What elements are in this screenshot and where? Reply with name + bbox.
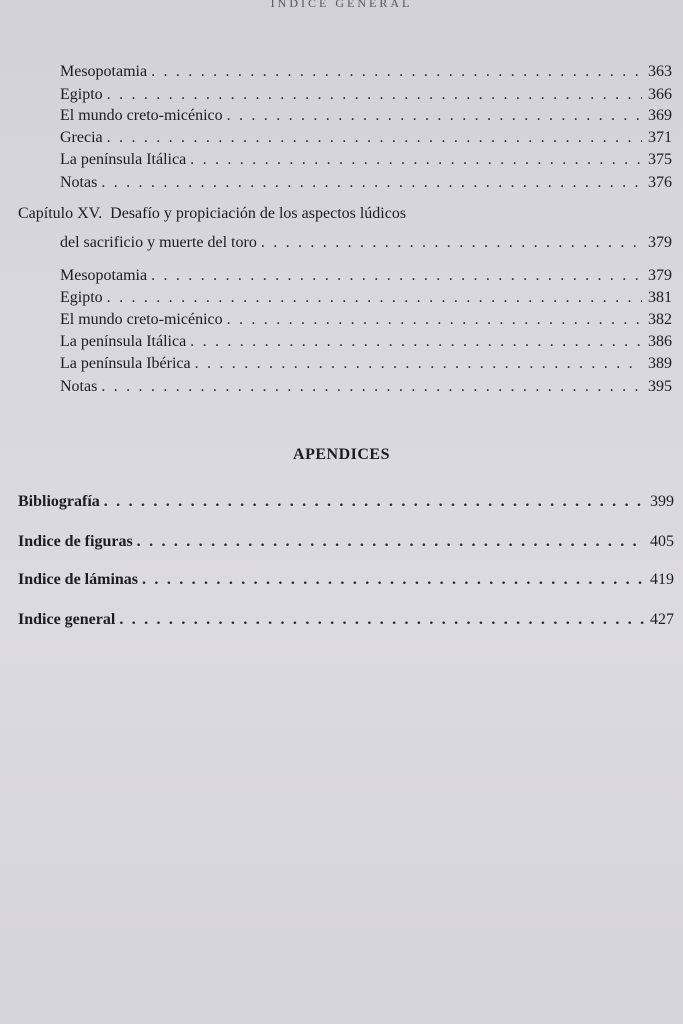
entry-page: 376 — [648, 174, 672, 191]
entry-page: 399 — [650, 493, 674, 510]
leader-dots — [227, 108, 642, 124]
entry-label: El mundo creto-micénico — [60, 107, 223, 124]
toc-entry — [60, 175, 672, 191]
entry-label: Notas — [60, 174, 98, 191]
leader-dots — [107, 290, 642, 306]
leader-dots — [137, 534, 644, 550]
entry-label: Egipto — [60, 289, 103, 306]
appendices-title: APENDICES — [293, 446, 390, 463]
appendix-entry — [18, 572, 674, 588]
entry-page: 427 — [650, 611, 674, 628]
entry-page: 381 — [648, 289, 672, 306]
entry-label: Mesopotamia — [60, 63, 148, 80]
entry-label: Mesopotamia — [60, 267, 148, 284]
toc-entry — [60, 290, 672, 306]
toc-entry — [60, 312, 672, 328]
toc-entry — [60, 64, 672, 80]
running-head: INDICE GENERAL — [270, 0, 413, 10]
leader-dots — [142, 572, 644, 588]
leader-dots — [195, 356, 642, 372]
entry-page: 395 — [648, 378, 672, 395]
entry-label: La península Ibérica — [60, 355, 191, 372]
entry-page: 369 — [648, 107, 672, 124]
entry-label: Indice general — [18, 611, 116, 628]
toc-entry — [60, 87, 672, 103]
chapter-title-line — [60, 235, 672, 251]
toc-entry — [60, 356, 672, 372]
leader-dots — [151, 64, 642, 80]
entry-label: Indice de láminas — [18, 571, 139, 588]
leader-dots — [107, 87, 642, 103]
entry-label: La península Itálica — [60, 333, 187, 350]
leader-dots — [190, 334, 642, 350]
entry-page: 405 — [650, 533, 674, 550]
chapter-title: Desafío y propiciación de los aspectos lúdicos — [110, 205, 407, 222]
entry-label: El mundo creto-micénico — [60, 311, 223, 328]
leader-dots — [101, 379, 642, 395]
entry-page: 375 — [648, 151, 672, 168]
appendix-entry — [18, 494, 674, 510]
chapter-title-continued: del sacrificio y muerte del toro — [60, 234, 257, 251]
leader-dots — [104, 494, 644, 510]
entry-page: 386 — [648, 333, 672, 350]
entry-page: 382 — [648, 311, 672, 328]
chapter-number: Capítulo XV. — [18, 205, 103, 222]
entry-page: 371 — [648, 129, 672, 146]
toc-entry — [60, 334, 672, 350]
toc-entry — [60, 152, 672, 168]
leader-dots — [101, 175, 642, 191]
entry-label: La península Itálica — [60, 151, 187, 168]
toc-entry — [60, 108, 672, 124]
entry-label: Egipto — [60, 86, 103, 103]
entry-label: Grecia — [60, 129, 103, 146]
chapter-page: 379 — [648, 234, 672, 251]
entry-page: 389 — [648, 355, 672, 372]
leader-dots — [107, 130, 642, 146]
appendix-entry — [18, 612, 674, 628]
entry-page: 379 — [648, 267, 672, 284]
toc-entry — [60, 130, 672, 146]
toc-entry — [60, 268, 672, 284]
leader-dots — [119, 612, 644, 628]
appendix-entry — [18, 534, 674, 550]
chapter-heading — [18, 205, 406, 223]
entry-page: 363 — [648, 63, 672, 80]
entry-label: Bibliografía — [18, 493, 100, 510]
entry-label: Indice de figuras — [18, 533, 133, 550]
leader-dots — [261, 235, 642, 251]
leader-dots — [227, 312, 642, 328]
leader-dots — [190, 152, 642, 168]
toc-entry — [60, 379, 672, 395]
entry-page: 366 — [648, 86, 672, 103]
entry-page: 419 — [650, 571, 674, 588]
entry-label: Notas — [60, 378, 98, 395]
leader-dots — [151, 268, 642, 284]
